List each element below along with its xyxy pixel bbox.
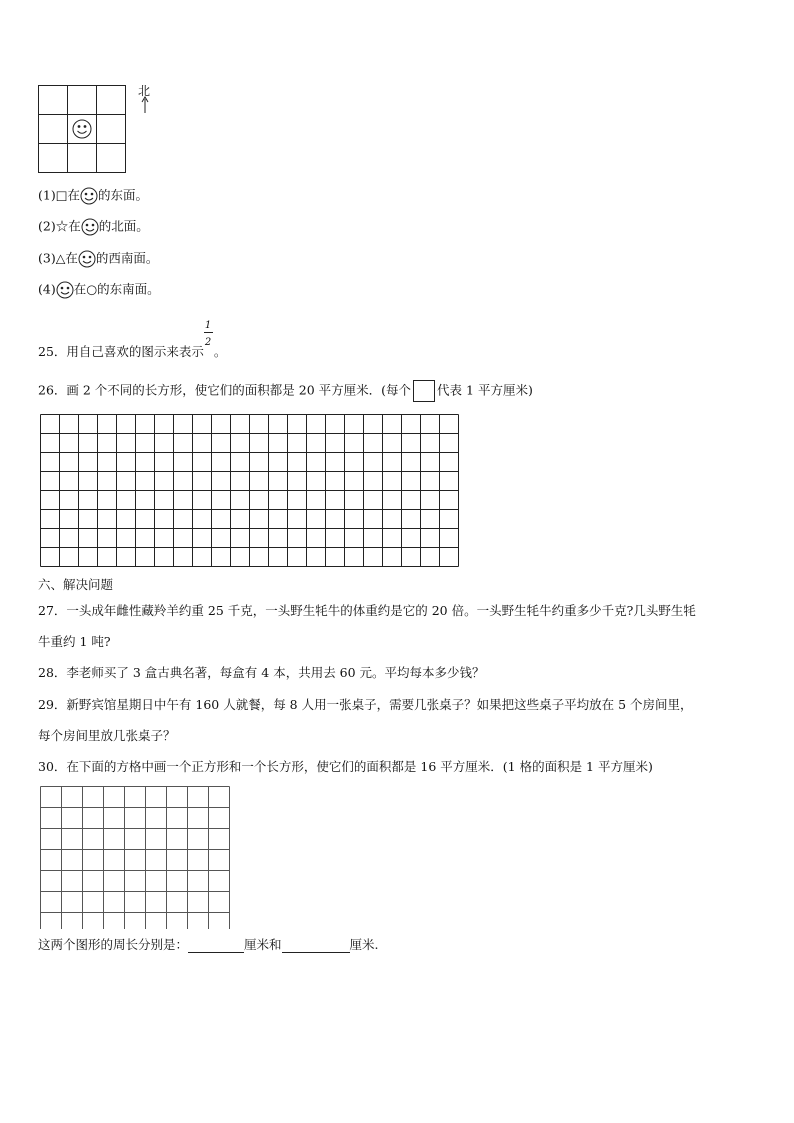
fraction: $\frac{1}{2}$ [204, 320, 212, 348]
position-grid-svg [38, 85, 126, 173]
q29-line2: 每个房间里放几张桌子？ [38, 728, 176, 743]
q24-item-4: (4) 在○的东南面。 [38, 281, 160, 299]
q27-line1: 27．一头成年雌性藏羚羊约重 25 千克，一头野生牦牛的体重约是它的 20 倍。一头野生牦牛约重多少千克?几头野生牦 [38, 603, 696, 618]
q30-grid[interactable] [40, 786, 232, 933]
section-heading: 六、解决问题 [38, 577, 114, 592]
smiley-icon [81, 218, 99, 236]
q24-item-1: (1)□在 的东面。 [38, 187, 148, 205]
q30-grid-svg [40, 786, 232, 929]
q24-item-2: (2)☆在 的北面。 [38, 218, 149, 236]
position-grid [38, 85, 126, 173]
perimeter-blank-2[interactable] [282, 939, 350, 953]
q28-text: 28．李老师买了 3 盒古典名著，每盒有 4 本，共用去 60 元。平均每本多少钱？ [38, 665, 485, 680]
north-arrow-icon [140, 96, 150, 118]
perimeter-blank-1[interactable] [188, 939, 244, 953]
q30-answer: 这两个图形的周长分别是： 厘米和 厘米. [38, 937, 379, 952]
q26-grid[interactable] [40, 414, 460, 572]
q27-line2: 牛重约 1 吨? [38, 634, 111, 649]
smiley-icon [73, 120, 91, 138]
smiley-icon [80, 187, 98, 205]
north-label: 北 [138, 84, 151, 98]
smiley-icon [56, 281, 74, 299]
q26-text: 26．画 2 个不同的长方形，使它们的面积都是 20 平方厘米．(每个 代表 1 平方厘米) [38, 380, 533, 402]
q30-text: 30．在下面的方格中画一个正方形和一个长方形，使它们的面积都是 16 平方厘米．(1 格的面积是 1 平方厘米) [38, 759, 653, 774]
unit-square-icon [413, 380, 435, 402]
q24-item-3: (3)△在 的西南面。 [38, 250, 158, 268]
q25-text: 25．用自己喜欢的图示来表示 $\frac{1}{2}$ 。 [38, 320, 227, 359]
q26-grid-svg [40, 414, 460, 568]
q29-line1: 29．新野宾馆星期日中午有 160 人就餐，每 8 人用一张桌子，需要几张桌子？如果把这些桌子平均放在 5 个房间里， [38, 697, 693, 712]
smiley-icon [78, 250, 96, 268]
